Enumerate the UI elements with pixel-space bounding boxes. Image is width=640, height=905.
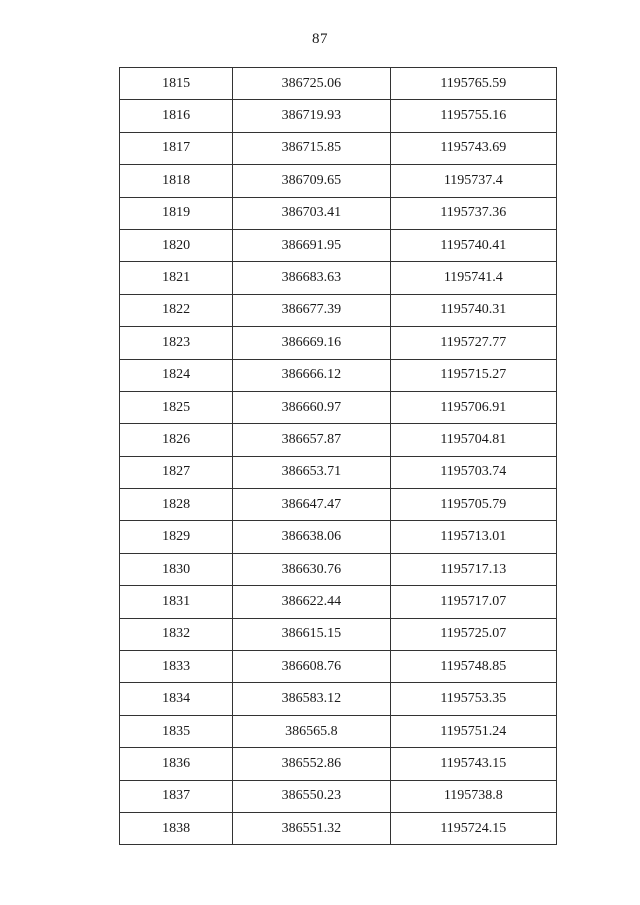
point-id-cell: 1837 [120, 780, 233, 812]
x-coordinate-cell: 386653.71 [233, 456, 390, 488]
point-id-cell: 1826 [120, 424, 233, 456]
page-number: 87 [312, 31, 328, 47]
x-coordinate-cell: 386666.12 [233, 359, 390, 391]
x-coordinate-cell: 386683.63 [233, 262, 390, 294]
table-row [120, 197, 557, 229]
table-row [120, 327, 557, 359]
table-row [120, 132, 557, 164]
point-id-cell: 1833 [120, 651, 233, 683]
x-coordinate-cell: 386709.65 [233, 165, 390, 197]
x-coordinate-cell: 386638.06 [233, 521, 390, 553]
table-row [120, 586, 557, 618]
y-coordinate-cell: 1195748.85 [390, 651, 556, 683]
y-coordinate-cell: 1195724.15 [390, 812, 556, 844]
x-coordinate-cell: 386677.39 [233, 294, 390, 326]
y-coordinate-cell: 1195715.27 [390, 359, 556, 391]
point-id-cell: 1834 [120, 683, 233, 715]
point-id-cell: 1816 [120, 100, 233, 132]
point-id-cell: 1818 [120, 165, 233, 197]
point-id-cell: 1830 [120, 553, 233, 585]
point-id-cell: 1817 [120, 132, 233, 164]
point-id-cell: 1825 [120, 391, 233, 423]
x-coordinate-cell: 386669.16 [233, 327, 390, 359]
y-coordinate-cell: 1195741.4 [390, 262, 556, 294]
y-coordinate-cell: 1195705.79 [390, 489, 556, 521]
point-id-cell: 1832 [120, 618, 233, 650]
table-row [120, 391, 557, 423]
y-coordinate-cell: 1195738.8 [390, 780, 556, 812]
y-coordinate-cell: 1195737.4 [390, 165, 556, 197]
point-id-cell: 1838 [120, 812, 233, 844]
coordinate-table-body [120, 68, 557, 845]
table-row [120, 262, 557, 294]
x-coordinate-cell: 386725.06 [233, 68, 390, 100]
table-row [120, 424, 557, 456]
point-id-cell: 1819 [120, 197, 233, 229]
y-coordinate-cell: 1195717.13 [390, 553, 556, 585]
table-row [120, 553, 557, 585]
table-row [120, 68, 557, 100]
table-row [120, 683, 557, 715]
point-id-cell: 1822 [120, 294, 233, 326]
coordinate-table [119, 67, 557, 845]
table-row [120, 165, 557, 197]
point-id-cell: 1815 [120, 68, 233, 100]
x-coordinate-cell: 386550.23 [233, 780, 390, 812]
table-row [120, 780, 557, 812]
y-coordinate-cell: 1195706.91 [390, 391, 556, 423]
x-coordinate-cell: 386657.87 [233, 424, 390, 456]
point-id-cell: 1836 [120, 748, 233, 780]
y-coordinate-cell: 1195740.41 [390, 229, 556, 261]
y-coordinate-cell: 1195727.77 [390, 327, 556, 359]
x-coordinate-cell: 386552.86 [233, 748, 390, 780]
y-coordinate-cell: 1195753.35 [390, 683, 556, 715]
y-coordinate-cell: 1195765.59 [390, 68, 556, 100]
table-row [120, 359, 557, 391]
table-row [120, 489, 557, 521]
y-coordinate-cell: 1195737.36 [390, 197, 556, 229]
table-row [120, 812, 557, 844]
x-coordinate-cell: 386660.97 [233, 391, 390, 423]
point-id-cell: 1827 [120, 456, 233, 488]
y-coordinate-cell: 1195717.07 [390, 586, 556, 618]
table-row [120, 521, 557, 553]
y-coordinate-cell: 1195743.69 [390, 132, 556, 164]
x-coordinate-cell: 386565.8 [233, 715, 390, 747]
x-coordinate-cell: 386622.44 [233, 586, 390, 618]
table-row [120, 618, 557, 650]
point-id-cell: 1835 [120, 715, 233, 747]
table-row [120, 100, 557, 132]
table-row [120, 651, 557, 683]
x-coordinate-cell: 386615.15 [233, 618, 390, 650]
table-row [120, 715, 557, 747]
x-coordinate-cell: 386630.76 [233, 553, 390, 585]
point-id-cell: 1828 [120, 489, 233, 521]
y-coordinate-cell: 1195713.01 [390, 521, 556, 553]
x-coordinate-cell: 386583.12 [233, 683, 390, 715]
x-coordinate-cell: 386719.93 [233, 100, 390, 132]
point-id-cell: 1823 [120, 327, 233, 359]
y-coordinate-cell: 1195703.74 [390, 456, 556, 488]
y-coordinate-cell: 1195743.15 [390, 748, 556, 780]
table-row [120, 294, 557, 326]
x-coordinate-cell: 386647.47 [233, 489, 390, 521]
table-row [120, 229, 557, 261]
table-row [120, 748, 557, 780]
table-row [120, 456, 557, 488]
x-coordinate-cell: 386608.76 [233, 651, 390, 683]
x-coordinate-cell: 386703.41 [233, 197, 390, 229]
y-coordinate-cell: 1195740.31 [390, 294, 556, 326]
x-coordinate-cell: 386551.32 [233, 812, 390, 844]
x-coordinate-cell: 386715.85 [233, 132, 390, 164]
point-id-cell: 1824 [120, 359, 233, 391]
point-id-cell: 1820 [120, 229, 233, 261]
y-coordinate-cell: 1195755.16 [390, 100, 556, 132]
point-id-cell: 1821 [120, 262, 233, 294]
y-coordinate-cell: 1195751.24 [390, 715, 556, 747]
y-coordinate-cell: 1195725.07 [390, 618, 556, 650]
y-coordinate-cell: 1195704.81 [390, 424, 556, 456]
x-coordinate-cell: 386691.95 [233, 229, 390, 261]
point-id-cell: 1831 [120, 586, 233, 618]
point-id-cell: 1829 [120, 521, 233, 553]
